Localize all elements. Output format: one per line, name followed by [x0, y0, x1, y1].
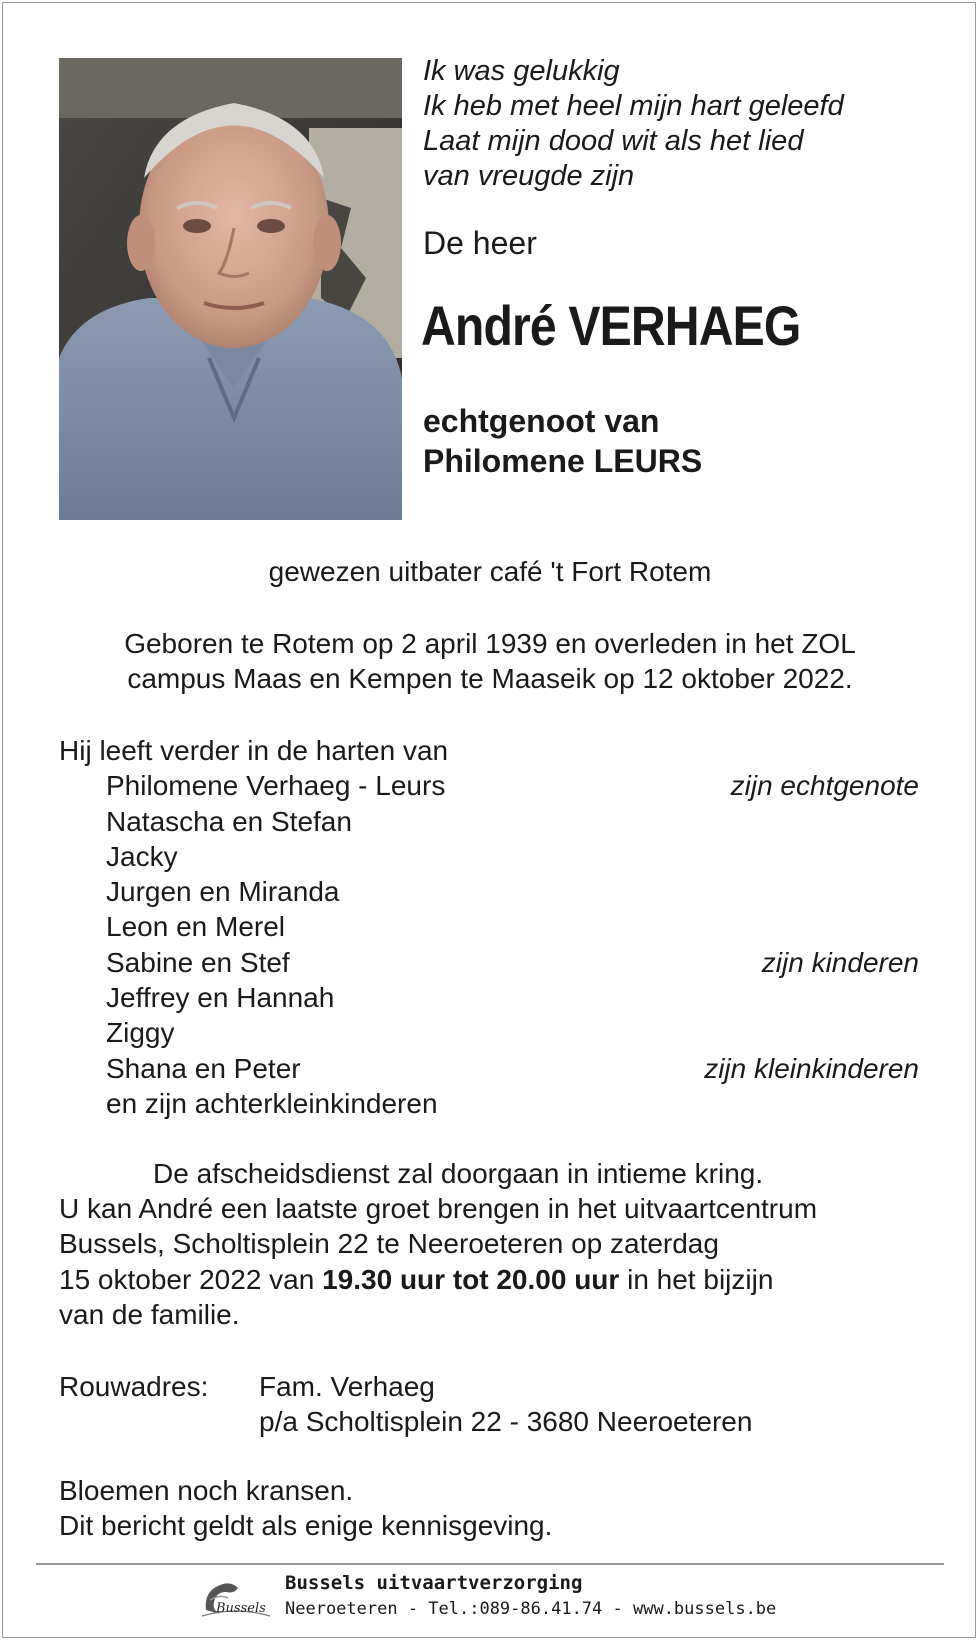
family-row: [59, 980, 919, 1015]
address-line: Fam. Verhaeg: [259, 1371, 435, 1402]
closing-line: Bloemen noch kransen.: [59, 1475, 354, 1506]
service-time: 19.30 uur tot 20.00 uur: [322, 1263, 620, 1295]
poem-line: Ik was gelukkig: [423, 55, 620, 87]
deceased-name: André VERHAEG: [421, 294, 801, 357]
family-row: [59, 945, 919, 980]
family-member: en zijn achterkleinkinderen: [106, 1087, 438, 1119]
poem-line: Ik heb met heel mijn hart geleefd: [423, 90, 844, 122]
spouse-block: [423, 401, 702, 481]
family-member: Shana en Peter: [106, 1052, 301, 1084]
birth-line: Geboren te Rotem op 2 april 1939 en overleden in het ZOL: [124, 628, 856, 659]
family-member: Leon en Merel: [106, 911, 286, 943]
family-member: Ziggy: [106, 1017, 175, 1049]
service-date: 15 oktober 2022 van: [59, 1263, 323, 1295]
occupation: gewezen uitbater café 't Fort Rotem: [268, 556, 712, 587]
spouse-name: Philomene LEURS: [423, 443, 703, 479]
family-relation: zijn kinderen: [761, 946, 919, 978]
service-line: De afscheidsdienst zal doorgaan in intieme kring.: [153, 1158, 764, 1189]
spouse-line: echtgenoot van: [423, 403, 660, 439]
family-row: [59, 839, 919, 874]
service-line: Bussels, Scholtisplein 22 te Neeroeteren op zaterdag: [59, 1228, 719, 1260]
mourning-address-label: Rouwadres:: [59, 1371, 209, 1402]
family-member: Jeffrey en Hannah: [106, 982, 335, 1014]
family-row: [59, 1086, 919, 1121]
service-line: van de familie.: [59, 1298, 240, 1330]
service-line: [59, 1262, 939, 1297]
poem-line: van vreugde zijn: [423, 160, 635, 192]
mourning-address-value: [259, 1369, 752, 1439]
family-member: Sabine en Stef: [106, 946, 290, 978]
service-suffix: in het bijzijn: [619, 1263, 774, 1295]
address-line: p/a Scholtisplein 22 - 3680 Neeroeteren: [259, 1406, 753, 1437]
bussels-logo-icon: [200, 1576, 272, 1620]
family-row: [59, 1015, 919, 1050]
family-row: [59, 1051, 919, 1086]
honorific: De heer: [423, 225, 537, 261]
closing-notes: [59, 1473, 552, 1543]
poem-line: Laat mijn dood wit als het lied: [423, 125, 804, 157]
closing-line: Dit bericht geldt als enige kennisgeving.: [59, 1510, 553, 1541]
family-list: [59, 733, 919, 1121]
footer-divider: [36, 1563, 944, 1565]
death-line: campus Maas en Kempen te Maaseik op 12 oktober 2022.: [127, 663, 853, 694]
company-contact: Neeroeteren - Tel.:089-86.41.74 - www.bussels.be: [285, 1599, 777, 1619]
family-row: [59, 874, 919, 909]
family-intro-text: Hij leeft verder in de harten van: [59, 735, 449, 766]
portrait-photo: [59, 58, 402, 520]
service-info: [59, 1156, 939, 1332]
family-member: Philomene Verhaeg - Leurs: [106, 770, 446, 802]
family-member: Jurgen en Miranda: [106, 876, 340, 908]
family-row: [59, 768, 919, 803]
family-member: Jacky: [106, 840, 178, 872]
logo-text: Bussels: [216, 1601, 266, 1616]
family-row: [59, 909, 919, 944]
company-name: Bussels uitvaartverzorging: [285, 1572, 583, 1594]
family-relation: zijn echtgenote: [730, 770, 919, 802]
family-member: Natascha en Stefan: [106, 805, 352, 837]
family-relation: zijn kleinkinderen: [704, 1052, 919, 1084]
poem: [423, 54, 844, 194]
birth-death-info: [0, 626, 980, 696]
family-row: [59, 804, 919, 839]
service-line: U kan André een laatste groet brengen in het uitvaartcentrum: [59, 1193, 818, 1225]
family-intro: [59, 733, 919, 768]
